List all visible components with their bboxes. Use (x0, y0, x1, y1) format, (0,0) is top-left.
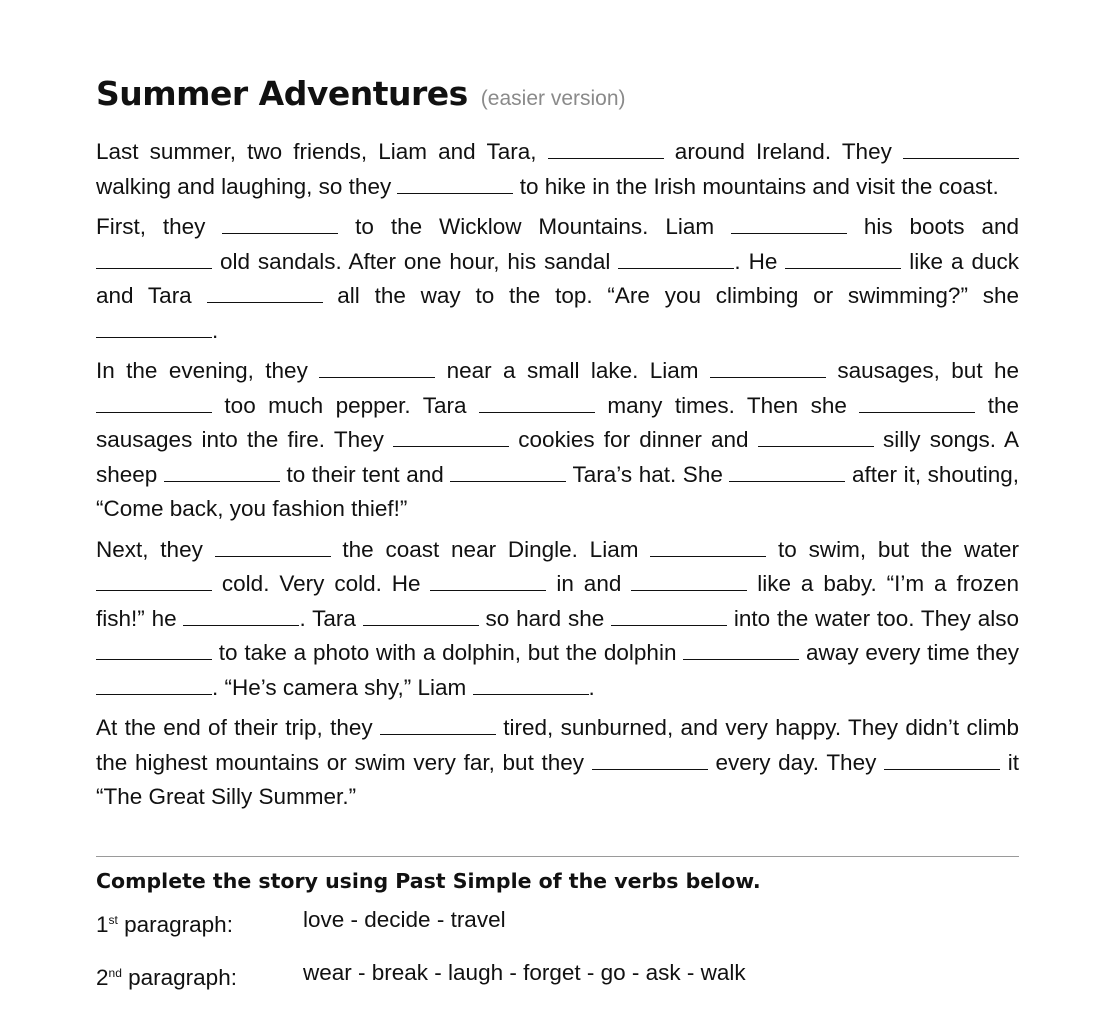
story-text: every day. They (707, 749, 885, 775)
story-text: In the evening, they (96, 358, 320, 383)
answer-blank (611, 605, 727, 626)
story-text: away every time they (799, 640, 1019, 665)
story-text: . He (734, 248, 786, 274)
answer-blank (222, 213, 338, 234)
answer-blank (785, 248, 901, 269)
ordinal-suffix: nd (108, 965, 122, 980)
answer-blank (592, 749, 708, 770)
story-paragraph-4 (96, 533, 1019, 706)
answer-blank (430, 570, 546, 591)
page-title: Summer Adventures (96, 74, 468, 113)
story-text: . Tara (299, 605, 363, 631)
section-divider (96, 856, 1019, 857)
answer-blank (96, 570, 212, 591)
verb-list: love - decide - travel (303, 906, 506, 932)
paragraph-number: 2 (96, 964, 109, 990)
answer-blank (710, 357, 826, 378)
answer-blank (731, 213, 847, 234)
story-text: silly songs. A sheep (96, 427, 1019, 487)
story-text: into the water too. They also (727, 605, 1019, 631)
story-text: like a baby. “I’m a frozen fish!” he (96, 571, 1019, 631)
answer-blank (164, 461, 280, 482)
ordinal-suffix: st (108, 912, 118, 927)
answer-blank (215, 536, 331, 557)
story-text: sausages, but he (825, 358, 1019, 383)
story-text: the coast near Dingle. Liam (330, 536, 651, 562)
story-text: to take a photo with a dolphin, but the dolphin (212, 640, 684, 665)
answer-blank (363, 605, 479, 626)
answer-blank (884, 749, 1000, 770)
story-text: . (212, 317, 219, 343)
story-text: all the way to the top. “Are you climbing or swimming?” she (322, 283, 1020, 308)
story-text: to the Wicklow Mountains. Liam (338, 214, 731, 239)
story-text: to hike in the Irish mountains and visit the coast. (513, 173, 999, 199)
story-text: cookies for dinner and (509, 427, 758, 452)
paragraph-label: paragraph: (121, 964, 237, 990)
answer-blank (548, 138, 664, 159)
story-text: . (588, 674, 595, 700)
story-text: around Ireland. They (663, 139, 903, 164)
story-text: in and (546, 571, 632, 596)
story-text: old sandals. After one hour, his sandal (212, 248, 619, 274)
story-text: walking and laughing, so they (96, 173, 398, 199)
answer-blank (96, 639, 212, 660)
answer-blank (650, 536, 766, 557)
story-paragraph-3 (96, 354, 1019, 527)
story-text: cold. Very cold. He (212, 571, 431, 596)
verb-list: wear - break - laugh - forget - go - ask - walk (303, 959, 746, 985)
story-text: it “The Great Silly Summer.” (96, 749, 1019, 809)
answer-blank (397, 173, 513, 194)
exercise-instruction: Complete the story using Past Simple of the verbs below. (96, 868, 761, 893)
story-text: First, they (96, 214, 223, 239)
story-text: Next, they (96, 536, 215, 562)
answer-blank (683, 639, 799, 660)
verb-row-label (96, 905, 303, 940)
title-row (96, 74, 1019, 113)
story-paragraph-2 (96, 210, 1019, 348)
story-paragraph-5 (96, 711, 1019, 815)
answer-blank (479, 392, 595, 413)
story-text: Tara’s hat. She (566, 461, 730, 487)
answer-blank (729, 461, 845, 482)
story-text: like a duck and Tara (96, 248, 1019, 308)
paragraph-number: 1 (96, 911, 109, 937)
answer-blank (903, 138, 1019, 159)
answer-blank (96, 248, 212, 269)
story-text: to their tent and (279, 461, 451, 487)
answer-blank (319, 357, 435, 378)
answer-blank (473, 674, 589, 695)
answer-blank (618, 248, 734, 269)
verb-row-paragraph-1 (96, 905, 1019, 940)
story-text: . “He’s camera shy,” Liam (212, 674, 473, 700)
answer-blank (393, 426, 509, 447)
answer-blank (758, 426, 874, 447)
answer-blank (631, 570, 747, 591)
story-text: Last summer, two friends, Liam and Tara, (96, 139, 548, 164)
paragraph-label: paragraph: (117, 911, 233, 937)
answer-blank (450, 461, 566, 482)
answer-blank (96, 674, 212, 695)
story-paragraph-1 (96, 135, 1019, 204)
story-text: near a small lake. Liam (435, 358, 710, 383)
story-text: tired, sunburned, and very happy. They didn’t climb the highest mountains or swim very far, but they (96, 715, 1019, 775)
page-subtitle: (easier version) (480, 87, 626, 110)
story-text: so hard she (478, 605, 612, 631)
story-text: the sausages into the fire. They (96, 392, 1020, 452)
answer-blank (207, 282, 323, 303)
answer-blank (380, 714, 496, 735)
answer-blank (96, 317, 212, 338)
answer-blank (183, 605, 299, 626)
story-text: his boots and (846, 214, 1019, 239)
verb-row-label (96, 958, 303, 993)
story-text: At the end of their trip, they (96, 715, 380, 740)
story-text: after it, shouting, “Come back, you fashion thief!” (96, 461, 1019, 521)
worksheet (96, 74, 1019, 1011)
story-text: many times. Then she (594, 392, 860, 418)
answer-blank (96, 392, 212, 413)
story-text: to swim, but the water (766, 536, 1020, 562)
story-text: too much pepper. Tara (212, 392, 479, 418)
verb-row-paragraph-2 (96, 958, 1019, 993)
answer-blank (859, 392, 975, 413)
